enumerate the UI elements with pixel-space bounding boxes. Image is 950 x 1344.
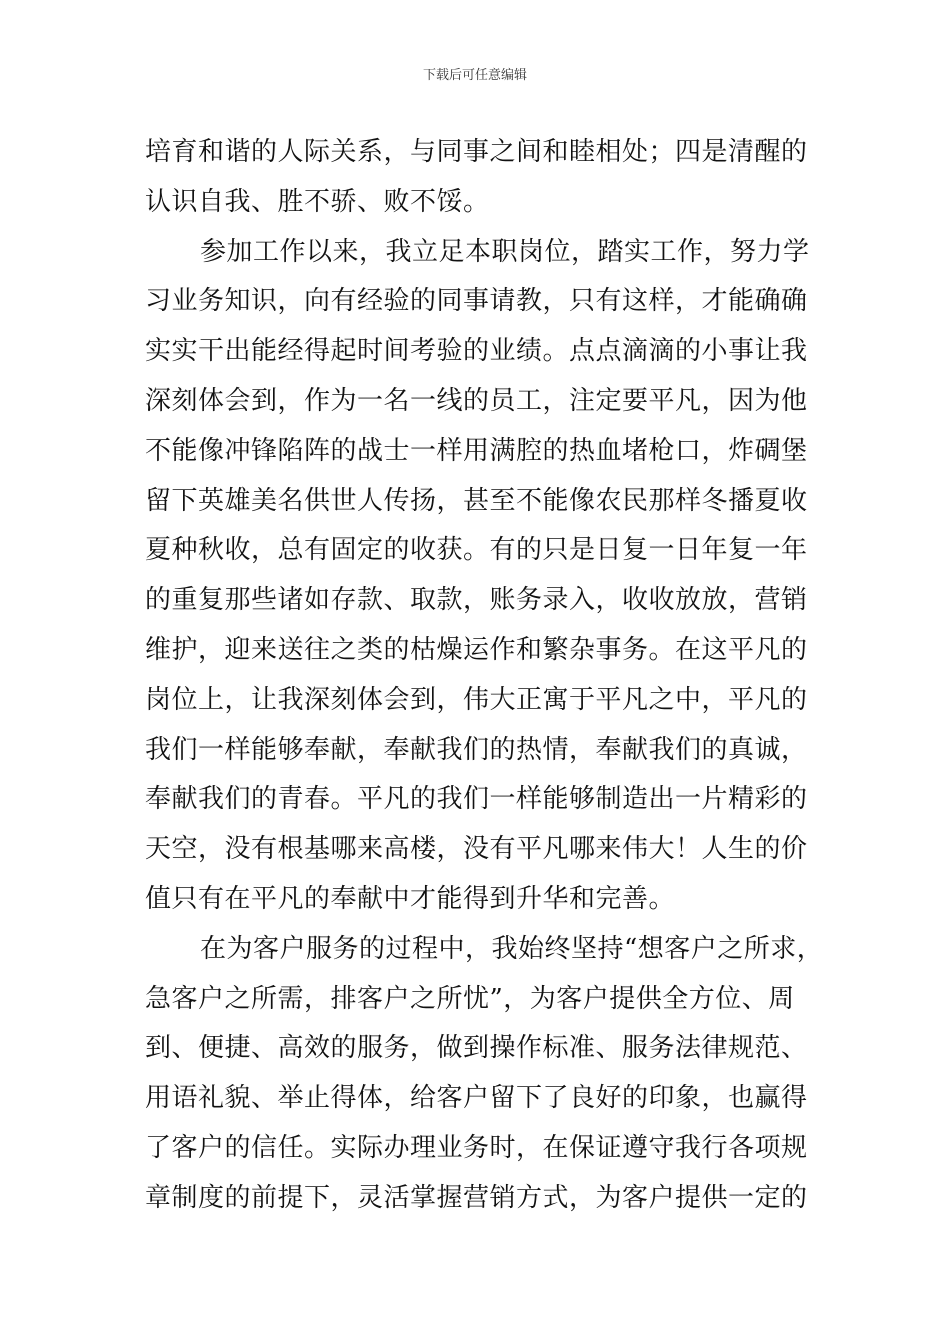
text-line: 实实干出能经得起时间考验的业绩。点点滴滴的小事让我 <box>145 336 808 367</box>
text-line: 到、便捷、高效的服务，做到操作标准、服务法律规范、 <box>145 1033 808 1064</box>
text-line: 夏种秋收，总有固定的收获。有的只是日复一日年复一年 <box>145 535 808 566</box>
document-body <box>145 128 825 1224</box>
paragraph-2 <box>145 228 825 925</box>
text-line: 维护，迎来送往之类的枯燥运作和繁杂事务。在这平凡的 <box>145 634 808 665</box>
paragraph-1 <box>145 128 825 228</box>
text-line: 岗位上，让我深刻体会到，伟大正寓于平凡之中，平凡的 <box>145 684 808 715</box>
text-line: 用语礼貌、举止得体，给客户留下了良好的印象，也赢得 <box>145 1083 808 1114</box>
text-line: 习业务知识，向有经验的同事请教，只有这样，才能确确 <box>145 286 808 317</box>
text-line: 的重复那些诸如存款、取款，账务录入，收收放放，营销 <box>145 585 808 616</box>
text-line: 不能像冲锋陷阵的战士一样用满腔的热血堵枪口，炸碉堡 <box>145 435 808 466</box>
text-line: 天空，没有根基哪来高楼，没有平凡哪来伟大！人生的价 <box>145 834 808 865</box>
page-header-note: 下载后可任意编辑 <box>422 68 527 83</box>
text-line: 认识自我、胜不骄、败不馁。 <box>145 186 490 217</box>
text-line: 值只有在平凡的奉献中才能得到升华和完善。 <box>145 883 676 914</box>
text-line: 在为客户服务的过程中，我始终坚持“想客户之所求， <box>200 933 824 964</box>
text-line: 留下英雄美名供世人传扬，甚至不能像农民那样冬播夏收 <box>145 485 808 516</box>
text-line: 我们一样能够奉献，奉献我们的热情，奉献我们的真诚， <box>145 734 808 765</box>
text-line: 了客户的信任。实际办理业务时，在保证遵守我行各项规 <box>145 1132 808 1163</box>
text-line: 参加工作以来，我立足本职岗位，踏实工作，努力学 <box>200 236 810 267</box>
paragraph-3 <box>145 925 825 1224</box>
text-line: 培育和谐的人际关系，与同事之间和睦相处；四是清醒的 <box>145 137 808 167</box>
text-line: 深刻体会到，作为一名一线的员工，注定要平凡，因为他 <box>145 385 808 416</box>
text-line: 奉献我们的青春。平凡的我们一样能够制造出一片精彩的 <box>145 784 808 815</box>
text-line: 急客户之所需，排客户之所忧”，为客户提供全方位、周 <box>145 983 795 1014</box>
text-line: 章制度的前提下，灵活掌握营销方式，为客户提供一定的 <box>145 1182 808 1213</box>
